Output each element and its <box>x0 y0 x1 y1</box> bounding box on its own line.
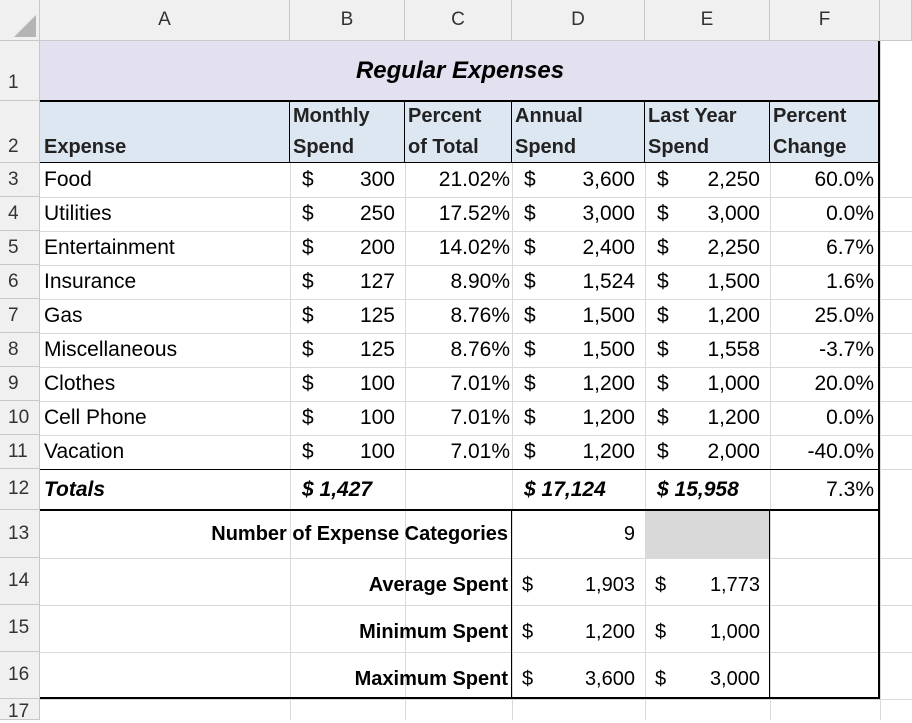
percent-change-cell[interactable] <box>770 265 880 299</box>
summary-min-label: Minimum Spent <box>359 621 508 643</box>
currency-symbol: $ <box>657 168 669 191</box>
row-header-9[interactable]: 9 <box>0 367 40 401</box>
column-header-e[interactable]: E <box>645 0 770 41</box>
row-header-7[interactable]: 7 <box>0 299 40 333</box>
percent-change-cell[interactable] <box>770 231 880 265</box>
header-expense-cell[interactable] <box>40 101 290 163</box>
expense-name: Vacation <box>44 440 125 463</box>
percent-of-total-cell[interactable] <box>405 197 512 231</box>
totals-last-year-value: 15,958 <box>674 477 739 501</box>
summary-max-last-value: 3,000 <box>709 668 760 690</box>
monthly-spend: 100 <box>359 406 395 429</box>
column-header-g[interactable] <box>880 0 912 41</box>
last-year-spend-cell[interactable] <box>645 299 770 333</box>
header-last-year-line2: Spend <box>648 136 710 158</box>
header-annual-spend-cell[interactable] <box>512 101 645 163</box>
currency-symbol: $ <box>522 574 534 596</box>
annual-spend-cell[interactable] <box>512 231 645 265</box>
monthly-spend-cell[interactable] <box>290 367 405 401</box>
column-header-f[interactable]: F <box>770 0 880 41</box>
last-year-spend-cell[interactable] <box>645 265 770 299</box>
monthly-spend: 300 <box>359 168 395 191</box>
row-header-17[interactable]: 17 <box>0 699 40 720</box>
annual-spend: 3,600 <box>582 168 635 191</box>
header-monthly-line1: Monthly <box>293 105 370 127</box>
currency-symbol: $ <box>657 338 669 361</box>
percent-of-total-cell[interactable] <box>405 163 512 197</box>
header-percent-total-line2: of Total <box>408 136 479 158</box>
currency-symbol: $ <box>524 304 536 327</box>
currency-symbol: $ <box>657 406 669 429</box>
percent-change: -3.7% <box>819 338 874 361</box>
header-annual-line1: Annual <box>515 105 583 127</box>
percent-change-cell[interactable] <box>770 163 880 197</box>
last-year-spend-cell[interactable] <box>645 401 770 435</box>
last-year-spend-cell[interactable] <box>645 333 770 367</box>
totals-annual-cell[interactable] <box>512 469 645 510</box>
currency-symbol: $ <box>655 621 667 643</box>
currency-symbol: $ <box>522 668 534 690</box>
percent-change: 0.0% <box>826 406 874 429</box>
currency-symbol: $ <box>524 372 536 395</box>
expense-name: Cell Phone <box>44 406 147 429</box>
totals-last-year-cell[interactable] <box>645 469 770 510</box>
summary-max-label: Maximum Spent <box>354 668 508 690</box>
expense-name-cell[interactable] <box>40 265 290 299</box>
row-header-16[interactable]: 16 <box>0 652 40 699</box>
totals-monthly-value: 1,427 <box>319 477 373 501</box>
summary-max-label-cell[interactable] <box>40 652 512 699</box>
monthly-spend: 125 <box>359 304 395 327</box>
annual-spend-cell[interactable] <box>512 367 645 401</box>
summary-avg-label: Average Spent <box>368 574 508 596</box>
monthly-spend-cell[interactable] <box>290 231 405 265</box>
row-header-12[interactable]: 12 <box>0 469 40 510</box>
last-year-spend-cell[interactable] <box>645 367 770 401</box>
percent-of-total-cell[interactable] <box>405 265 512 299</box>
row-header-5[interactable]: 5 <box>0 231 40 265</box>
currency-symbol: $ <box>524 440 536 463</box>
currency-symbol: $ <box>657 372 669 395</box>
select-all-corner[interactable] <box>0 0 40 41</box>
currency-symbol: $ <box>657 304 669 327</box>
last-year-spend: 1,200 <box>707 406 760 429</box>
last-year-spend-cell[interactable] <box>645 435 770 469</box>
last-year-spend: 2,250 <box>707 168 760 191</box>
annual-spend: 1,500 <box>582 338 635 361</box>
monthly-spend-cell[interactable] <box>290 163 405 197</box>
row-header-4[interactable]: 4 <box>0 197 40 231</box>
header-percent-total-line1: Percent <box>408 105 482 127</box>
currency-symbol: $ <box>524 406 536 429</box>
percent-change: 25.0% <box>814 304 874 327</box>
currency-symbol: $ <box>655 668 667 690</box>
percent-of-total: 17.52% <box>438 202 510 225</box>
expense-name-cell[interactable] <box>40 163 290 197</box>
summary-min-label-cell[interactable] <box>40 605 512 652</box>
row-header-11[interactable]: 11 <box>0 435 40 469</box>
currency-symbol: $ <box>524 338 536 361</box>
select-all-triangle-icon <box>14 15 36 37</box>
annual-spend-cell[interactable] <box>512 299 645 333</box>
expense-name-cell[interactable] <box>40 197 290 231</box>
annual-spend: 1,200 <box>582 372 635 395</box>
last-year-spend: 2,000 <box>707 440 760 463</box>
totals-change-value: 7.3% <box>826 477 874 501</box>
percent-change-cell[interactable] <box>770 401 880 435</box>
last-year-spend-cell[interactable] <box>645 231 770 265</box>
summary-min-last-value: 1,000 <box>709 621 760 643</box>
currency-symbol: $ <box>302 304 314 327</box>
expense-name: Food <box>44 168 92 191</box>
monthly-spend: 250 <box>359 202 395 225</box>
last-year-spend: 1,000 <box>707 372 760 395</box>
percent-change: 0.0% <box>826 202 874 225</box>
row-header-8[interactable]: 8 <box>0 333 40 367</box>
percent-of-total-cell[interactable] <box>405 231 512 265</box>
annual-spend-cell[interactable] <box>512 265 645 299</box>
header-last-year-cell[interactable] <box>645 101 770 163</box>
gridline <box>40 699 912 700</box>
last-year-spend-cell[interactable] <box>645 163 770 197</box>
header-percent-total-cell[interactable] <box>405 101 512 163</box>
totals-monthly-cell[interactable] <box>290 469 405 510</box>
summary-avg-last-value: 1,773 <box>709 574 760 596</box>
summary-count-label-cell[interactable] <box>40 510 512 558</box>
annual-spend-cell[interactable] <box>512 435 645 469</box>
summary-count-cell[interactable] <box>512 510 645 558</box>
summary-count-label: Number of Expense Categories <box>211 522 508 545</box>
percent-of-total: 8.76% <box>450 304 510 327</box>
totals-annual-value: 17,124 <box>541 477 606 501</box>
percent-change: 1.6% <box>826 270 874 293</box>
row-header-13[interactable]: 13 <box>0 510 40 558</box>
summary-max-annual-cell[interactable] <box>512 652 645 699</box>
header-percent-change-cell[interactable] <box>770 101 880 163</box>
monthly-spend: 125 <box>359 338 395 361</box>
header-expense: Expense <box>44 136 127 158</box>
header-percent-change-line2: Change <box>773 136 847 158</box>
column-header-c[interactable]: C <box>405 0 512 41</box>
totals-empty-c12[interactable] <box>405 469 512 510</box>
percent-of-total: 21.02% <box>438 168 510 191</box>
percent-change-cell[interactable] <box>770 333 880 367</box>
currency-symbol: $ <box>302 168 314 191</box>
percent-change-cell[interactable] <box>770 435 880 469</box>
last-year-spend: 1,500 <box>707 270 760 293</box>
annual-spend-cell[interactable] <box>512 333 645 367</box>
annual-spend: 2,400 <box>582 236 635 259</box>
annual-spend: 3,000 <box>582 202 635 225</box>
percent-of-total: 7.01% <box>450 372 510 395</box>
percent-of-total-cell[interactable] <box>405 333 512 367</box>
monthly-spend: 127 <box>359 270 395 293</box>
percent-of-total-cell[interactable] <box>405 401 512 435</box>
currency-symbol: $ <box>524 236 536 259</box>
monthly-spend-cell[interactable] <box>290 435 405 469</box>
row-header-10[interactable]: 10 <box>0 401 40 435</box>
column-header-a[interactable]: A <box>40 0 290 41</box>
totals-change-cell[interactable] <box>770 469 880 510</box>
currency-symbol: $ <box>657 440 669 463</box>
currency-symbol: $ <box>657 270 669 293</box>
annual-spend: 1,200 <box>582 406 635 429</box>
header-monthly-line2: Spend <box>293 136 355 158</box>
currency-symbol: $ <box>302 440 314 463</box>
percent-change: 20.0% <box>814 372 874 395</box>
row-header-1[interactable]: 1 <box>0 41 40 101</box>
header-annual-line2: Spend <box>515 136 577 158</box>
column-header-b[interactable]: B <box>290 0 405 41</box>
percent-of-total: 7.01% <box>450 440 510 463</box>
header-last-year-line1: Last Year <box>648 105 737 127</box>
expense-name: Entertainment <box>44 236 175 259</box>
monthly-spend: 100 <box>359 372 395 395</box>
currency-symbol: $ <box>657 202 669 225</box>
column-header-d[interactable]: D <box>512 0 645 41</box>
currency-symbol: $ <box>302 477 314 501</box>
currency-symbol: $ <box>522 621 534 643</box>
expense-name-cell[interactable] <box>40 435 290 469</box>
currency-symbol: $ <box>524 477 536 501</box>
header-percent-change-line1: Percent <box>773 105 847 127</box>
expense-name-cell[interactable] <box>40 401 290 435</box>
summary-avg-annual-cell[interactable] <box>512 558 645 605</box>
currency-symbol: $ <box>655 574 667 596</box>
row-header-3[interactable]: 3 <box>0 163 40 197</box>
last-year-spend: 1,200 <box>707 304 760 327</box>
header-monthly-spend-cell[interactable] <box>290 101 405 163</box>
summary-avg-label-cell[interactable] <box>40 558 512 605</box>
title-cell[interactable] <box>40 41 880 101</box>
expense-name: Miscellaneous <box>44 338 178 361</box>
percent-of-total: 7.01% <box>450 406 510 429</box>
percent-of-total-cell[interactable] <box>405 299 512 333</box>
percent-change: 60.0% <box>814 168 874 191</box>
annual-spend: 1,200 <box>582 440 635 463</box>
currency-symbol: $ <box>302 202 314 225</box>
summary-min-last-cell[interactable] <box>645 605 770 652</box>
percent-change-cell[interactable] <box>770 299 880 333</box>
last-year-spend: 3,000 <box>707 202 760 225</box>
currency-symbol: $ <box>302 270 314 293</box>
monthly-spend-cell[interactable] <box>290 197 405 231</box>
summary-count-value: 9 <box>623 522 635 545</box>
currency-symbol: $ <box>524 168 536 191</box>
gridline <box>880 41 881 720</box>
currency-symbol: $ <box>302 338 314 361</box>
annual-spend-cell[interactable] <box>512 401 645 435</box>
summary-avg-last-cell[interactable] <box>645 558 770 605</box>
monthly-spend-cell[interactable] <box>290 401 405 435</box>
page-title: Regular Expenses <box>355 57 565 84</box>
summary-max-last-cell[interactable] <box>645 652 770 699</box>
summary-min-annual-cell[interactable] <box>512 605 645 652</box>
gray-cell-e13 <box>645 510 770 558</box>
annual-spend-cell[interactable] <box>512 197 645 231</box>
percent-change: 6.7% <box>826 236 874 259</box>
annual-spend: 1,524 <box>582 270 635 293</box>
currency-symbol: $ <box>302 236 314 259</box>
currency-symbol: $ <box>657 477 669 501</box>
percent-change: -40.0% <box>807 440 874 463</box>
monthly-spend-cell[interactable] <box>290 265 405 299</box>
expense-name-cell[interactable] <box>40 299 290 333</box>
summary-max-annual-value: 3,600 <box>584 668 635 690</box>
totals-label: Totals <box>44 477 106 501</box>
percent-change-cell[interactable] <box>770 197 880 231</box>
percent-of-total-cell[interactable] <box>405 367 512 401</box>
last-year-spend: 1,558 <box>707 338 760 361</box>
annual-spend-cell[interactable] <box>512 163 645 197</box>
last-year-spend-cell[interactable] <box>645 197 770 231</box>
expense-name: Insurance <box>44 270 137 293</box>
percent-of-total: 8.90% <box>450 270 510 293</box>
row-header-15[interactable]: 15 <box>0 605 40 652</box>
percent-of-total: 8.76% <box>450 338 510 361</box>
percent-of-total-cell[interactable] <box>405 435 512 469</box>
row-header-2[interactable]: 2 <box>0 101 40 163</box>
monthly-spend: 200 <box>359 236 395 259</box>
monthly-spend-cell[interactable] <box>290 299 405 333</box>
percent-of-total: 14.02% <box>438 236 510 259</box>
expense-name: Gas <box>44 304 83 327</box>
currency-symbol: $ <box>657 236 669 259</box>
summary-avg-annual-value: 1,903 <box>584 574 635 596</box>
last-year-spend: 2,250 <box>707 236 760 259</box>
currency-symbol: $ <box>524 202 536 225</box>
currency-symbol: $ <box>524 270 536 293</box>
summary-min-annual-value: 1,200 <box>584 621 635 643</box>
totals-label-cell[interactable] <box>40 469 290 510</box>
currency-symbol: $ <box>302 372 314 395</box>
row-header-6[interactable]: 6 <box>0 265 40 299</box>
expense-name: Utilities <box>44 202 112 225</box>
expense-name-cell[interactable] <box>40 367 290 401</box>
expense-name: Clothes <box>44 372 116 395</box>
annual-spend: 1,500 <box>582 304 635 327</box>
monthly-spend-cell[interactable] <box>290 333 405 367</box>
currency-symbol: $ <box>302 406 314 429</box>
expense-name-cell[interactable] <box>40 333 290 367</box>
monthly-spend: 100 <box>359 440 395 463</box>
expense-name-cell[interactable] <box>40 231 290 265</box>
row-header-14[interactable]: 14 <box>0 558 40 605</box>
percent-change-cell[interactable] <box>770 367 880 401</box>
